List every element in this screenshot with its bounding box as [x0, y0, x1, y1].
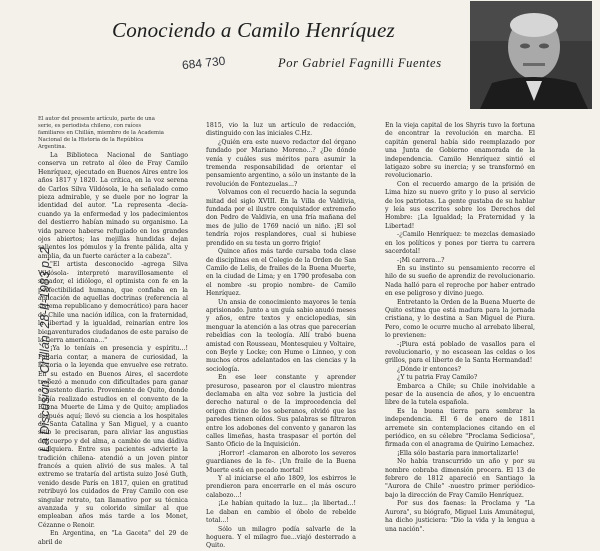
- paragraph: ¡Ya lo teníais en presencia y espíritu...! Faltaria contar, a manera de curiosidad, la historia o la leyenda que envuelve ese retrato. En su estado en Buenos Aires, el sacerdote tropezó a menudo con dificultades para ganar el sustento diario. Proveniente de Quito, donde había realizado estudios en el convento de la Buena Muerte de Lima y de Quito; ampliados después aquí; llevó su ciencia a los hospitales de Santa Catalina y San Miguel, y a cuanto sitio le precisaran, para aliviar las angustias del cuerpo y del alma, a cambio de una dádiva cualquiera. Entre sus pacientes -advierte la tradición chilena- atendió a un joven pintor francés a quien alivió de sus males. A tal extremo se trataría del artista suizo José Guth, venido desde París en 1817, quien en gratitud retribuyó los cuidados de Fray Camilo con ese singular retrato, tan llamativo por su técnica avanzada y su colorido similar al que empleaban años más tarde a los Monet, Cézanne o Renoir.: [38, 345, 188, 529]
- paragraph: Y al iniciarse el año 1809, los esbirros le prendieron para encerrarle en el más oscuro calabozo...!: [206, 475, 356, 499]
- paragraph: Entretanto la Orden de la Buena Muerte de Quito estima que está madura para la jornada cristiana, y lo destina a San Miguel de Piura. Pero, como le ocurre mucho al arrebato liberal, lo previenen:: [385, 298, 535, 340]
- paragraph: ¡Ella sólo bastaría para inmortalizarle!: [397, 449, 519, 457]
- paragraph: 1815, vio la luz un artículo de redacción, distinguido con las iniciales C.Hz.: [206, 122, 356, 138]
- paragraph: Con el recuerdo amargo de la prisión de Lima hizo su nuevo grito y lo puso al servicio de los patriotas. La gente gustaba de su hablar y leía sus escritos sobre los Derechos del Hombre: ¡La Igualdad; la Fraternidad y la Libertad!: [385, 180, 535, 230]
- paragraph: La Biblioteca Nacional de Santiago conserva un retrato al óleo de Fray Camilo Henríquez, ejecutado en Buenos Aires entre los años 1817 y 1820. La crítica, en la voz serena de Carlos Silva Vildósola, le ha señalado como pieza admirable, y se duele por no lograr la identidad del autor. "La representa -decía- cuando ya la enfermedad y los padecimientos del destierro habían minado su organismo. La vida parece haberse refugiado en los grandes ojos abiertos; las mejillas hundidas dejan salientes los pómulos y la frente pálida, alta y amplia, da un fuerte carácter a la cabeza".: [38, 152, 188, 260]
- paragraph: No había transcurrido un año y por su nombre cobraba dimensión procera. El 13 de febrero de 1812 apareció en Santiago la "Aurora de Chile" -nuestro primer periódico- bajo la dirección de Fray Camilo Henríquez.: [385, 458, 535, 499]
- paragraph: Volvamos con el recuerdo hacia la segunda mitad del siglo XVIII. En la Villa de Valdivia, fundada por el ilustre conquistador extremeño don Pedro de Valdivia, en una fría mañana del mes de julio de 1769 nació un niño. ¡El sol tendría rojos resplandores, cual si hubiese prendido en su testa un gorro frigio!: [206, 189, 356, 247]
- paragraph: Es la buena tierra para sembrar la independencia. El 6 de enero de 1811 arremete sin contemplaciones citando en el periódico, en su célebre "Proclama Sediciosa", firmada con el anagrama de Quirino Lemachez.: [385, 407, 535, 449]
- paragraph: -¡Mi carrera...?: [397, 256, 445, 264]
- handwritten-margin-note: La Discusión, Chillán, 28-II-1983 p. 2: [38, 247, 52, 452]
- paragraph: ¡Horror! -clamaron en alboroto los severos guardianes de la fe-. ¡Un fraile de la Buena Muerte está en pecado mortal!: [206, 449, 356, 474]
- article-byline: Por Gabriel Fagnilli Fuentes: [278, 56, 442, 70]
- portrait-image: [470, 1, 592, 109]
- paragraph: ¡Le habían quitado la luz... ¡la libertad...! Le daban en cambio el óbolo de rebelde total...!: [206, 500, 356, 525]
- paragraph: "El artista desconocido -agrega Silva Vildósola- interpretó maravillosamente el sonador, el idiólogo, el optimista con fe en la perfectibilidad humana, que confiaba en la aplicación de aquellas doctrinas (referencia al sistema republicano y democrático) para hacer de Chile una nación idílica, con la fraternidad, la libertad y la igualdad, reinarían entre los bienaventurados ciudadanos de este paraíso de la tierra americana...": [38, 261, 188, 344]
- paragraph: ¿Y tu patria Fray Camilo?: [397, 374, 478, 382]
- paragraph: Quince años más tarde cursaba toda clase de disciplinas en el Colegio de la Orden de San Camilo de Lelis, de frailes de la Buena Muerte, en la ciudad de Lima; y en 1790 profesaba con el nombre -su propio nombre- de Camilo Henríquez.: [206, 248, 356, 298]
- paragraph: Sólo un milagro podía salvarle de la hoguera. Y el milagro fue...viajó desterrado a Quito.: [206, 525, 356, 550]
- author-photo: [470, 1, 592, 109]
- paragraph: Un ansia de conocimiento mayores le tenía aprisionado. Junto a un guía sabio anudó meses y años, entre textos y enciclopedias, sin menguar la atención a las otras que parecerían rebeldías con la teología. Allí trabó buena amistad con Rousseau, Montesquieu y Voltaire, con Beyle y Locke; con Hume o Linneo, y con muchos otros adelantados en las ciencias y la sociología.: [206, 298, 356, 373]
- handwritten-code: 684 730: [181, 53, 227, 73]
- paragraph: En la vieja capital de los Shyris tuvo la fortuna de encontrar la revolución en marcha. El capitán general había sido reemplazado por una Junta de Gobierno enamorada de la independencia. Camilo Henríquez sintió el latigazo sobre su inercia; y se transformó en revolucionario.: [385, 122, 535, 180]
- paragraph: En Argentina, en "La Gaceta" del 29 de abril de: [38, 530, 188, 546]
- paragraph: Por sus dos faenas: la Proclama y "La Aurora", su biógrafo, Miguel Luis Amunátegui, ha dicho justiciera: "Dio la vida y la lengua a una nación".: [385, 500, 535, 533]
- paragraph: -¿Camilo Henríquez: te mezclas demasiado en los políticos y pones por tierra tu carrera sacerdotal!: [385, 231, 535, 256]
- article-column-3: [385, 122, 535, 533]
- article-title: Conociendo a Camilo Henríquez: [112, 18, 395, 42]
- article-column-1: [38, 152, 188, 546]
- paragraph: En ese leer constante y aprender presuroso, pasearon por el claustro mientras declamaba en alta voz sobre la justicia del derecho natural o de la improcedencia del origen divino de los soberanos, olvidó que las paredes tienen oídos. Sus palabras se filtraron entre los adobones del convento y ganaron las calles limeñas, hasta traspasar el portón del Santo Oficio de la Inquisición.: [206, 374, 356, 449]
- author-caption: El autor del presente artículo, parte de una serie, es periodista chileno, con raíces familiares en Chillán, miembro de la Academia Nacional de la Historia de la República Argentina.: [38, 116, 164, 150]
- paragraph: En su instinto su pensamiento recorre el hilo de su sueño de aprendiz de revolucionario. Nada halló para el reproche por haber entrado en ese peligroso y divino juego.: [385, 264, 535, 298]
- paragraph: ¿Dónde ir entonces?: [397, 365, 461, 373]
- paragraph: -¡Piura está poblado de vasallos para el revolucionario, y no escasean las celdas o los grillos, para el liberto de la Santa Hermandad!: [385, 340, 535, 365]
- article-column-2: [206, 122, 356, 550]
- paragraph: ¿Quién era este nuevo redactor del órgano fundado por Mariano Moreno...? ¿De dónde venía y cuáles sus méritos para asumir la tremenda responsabilidad de orientar el pensamiento argentino, a sólo un instante de la revolución de Fontezuelas...?: [206, 138, 356, 188]
- paragraph: Embarca a Chile; su Chile inolvidable a pesar de la ausencia de años, y lo encuentra libre de la tutela española.: [385, 382, 535, 407]
